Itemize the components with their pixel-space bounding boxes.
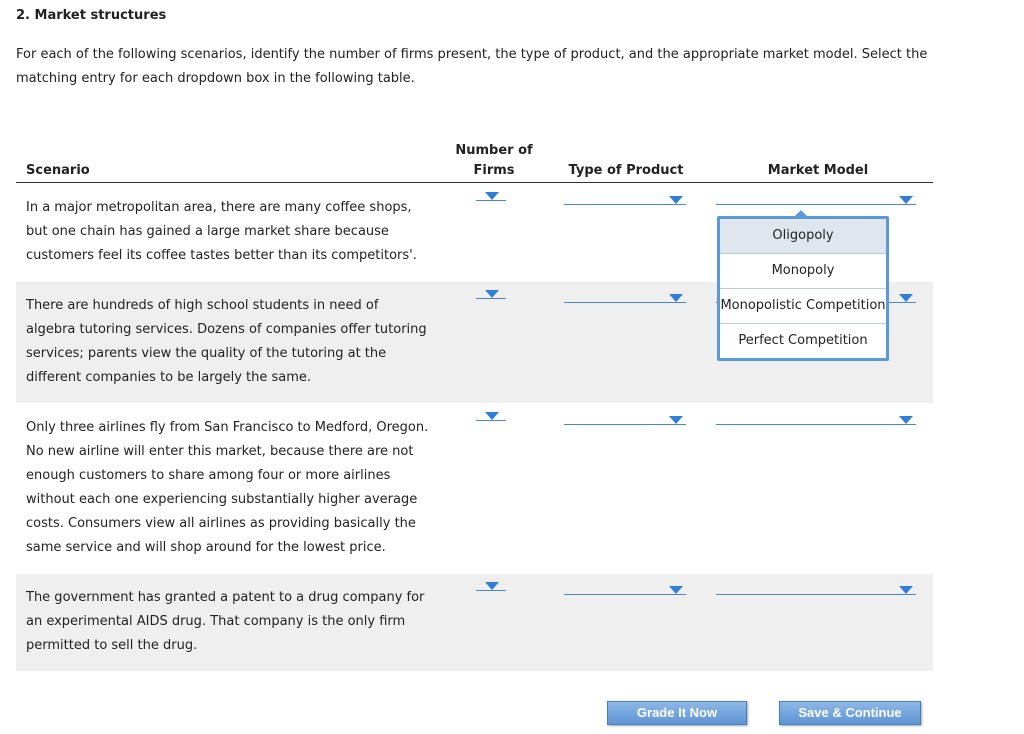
column-header-market-model: Market Model <box>767 163 869 178</box>
number-of-firms-dropdown[interactable] <box>476 192 506 201</box>
dropdown-arrow-icon <box>669 196 683 204</box>
scenario-text: Only three airlines fly from San Francisco to Medford, Oregon. No new airline will enter this market, because there are not enough customers to share among four or more airlines without each one experiencing substantially higher average costs. Consumers view all airlines as providing basically the same service and will shop around for the lowest price. <box>26 420 429 555</box>
dropdown-arrow-icon <box>669 416 683 424</box>
dropdown-arrow-icon <box>485 290 499 298</box>
column-header-firms-line2: Firms <box>473 163 515 178</box>
scenario-text: There are hundreds of high school students in need of algebra tutoring services. Dozens of companies offer tutoring services; parents view the quality of the tutoring at the different companies to be largely the same. <box>26 298 427 385</box>
column-header-firms-line1: Number of <box>455 143 533 158</box>
table-row <box>16 404 933 572</box>
market-model-menu <box>717 216 889 361</box>
market-model-dropdown[interactable] <box>716 586 916 595</box>
dropdown-arrow-icon <box>899 586 913 594</box>
menu-option-monopolistic-competition[interactable]: Monopolistic Competition <box>720 289 886 324</box>
instructions: For each of the following scenarios, identify the number of firms present, the type of product, and the appropriate market model. Select the matching entry for each dropdown box in the following table. <box>16 47 928 86</box>
page-title: 2. Market structures <box>16 8 167 23</box>
scenario-text: The government has granted a patent to a drug company for an experimental AIDS drug. That company is the only firm permitted to sell the drug. <box>26 590 425 653</box>
save-and-continue-button[interactable]: Save & Continue <box>779 701 921 725</box>
number-of-firms-dropdown[interactable] <box>476 582 506 591</box>
type-of-product-dropdown[interactable] <box>564 586 686 595</box>
dropdown-arrow-icon <box>899 196 913 204</box>
grade-it-now-button[interactable]: Grade It Now <box>607 701 747 725</box>
number-of-firms-dropdown[interactable] <box>476 290 506 299</box>
menu-caret-icon <box>794 210 808 217</box>
type-of-product-dropdown[interactable] <box>564 416 686 425</box>
header-divider <box>16 182 933 183</box>
dropdown-arrow-icon <box>899 294 913 302</box>
dropdown-arrow-icon <box>899 416 913 424</box>
scenario-text: In a major metropolitan area, there are many coffee shops, but one chain has gained a large market share because customers feel its coffee tastes better than its competitors'. <box>26 200 417 263</box>
dropdown-arrow-icon <box>485 582 499 590</box>
menu-option-oligopoly[interactable]: Oligopoly <box>720 219 886 254</box>
type-of-product-dropdown[interactable] <box>564 294 686 303</box>
column-header-type-of-product: Type of Product <box>568 163 684 178</box>
column-header-number-of-firms <box>446 141 542 181</box>
menu-option-monopoly[interactable]: Monopoly <box>720 254 886 289</box>
type-of-product-dropdown[interactable] <box>564 196 686 205</box>
dropdown-arrow-icon <box>485 412 499 420</box>
dropdown-arrow-icon <box>669 294 683 302</box>
menu-option-perfect-competition[interactable]: Perfect Competition <box>720 324 886 358</box>
dropdown-arrow-icon <box>669 586 683 594</box>
column-header-scenario: Scenario <box>26 163 90 178</box>
number-of-firms-dropdown[interactable] <box>476 412 506 421</box>
dropdown-arrow-icon <box>485 192 499 200</box>
market-model-dropdown[interactable] <box>716 416 916 425</box>
market-model-dropdown[interactable] <box>716 196 916 205</box>
